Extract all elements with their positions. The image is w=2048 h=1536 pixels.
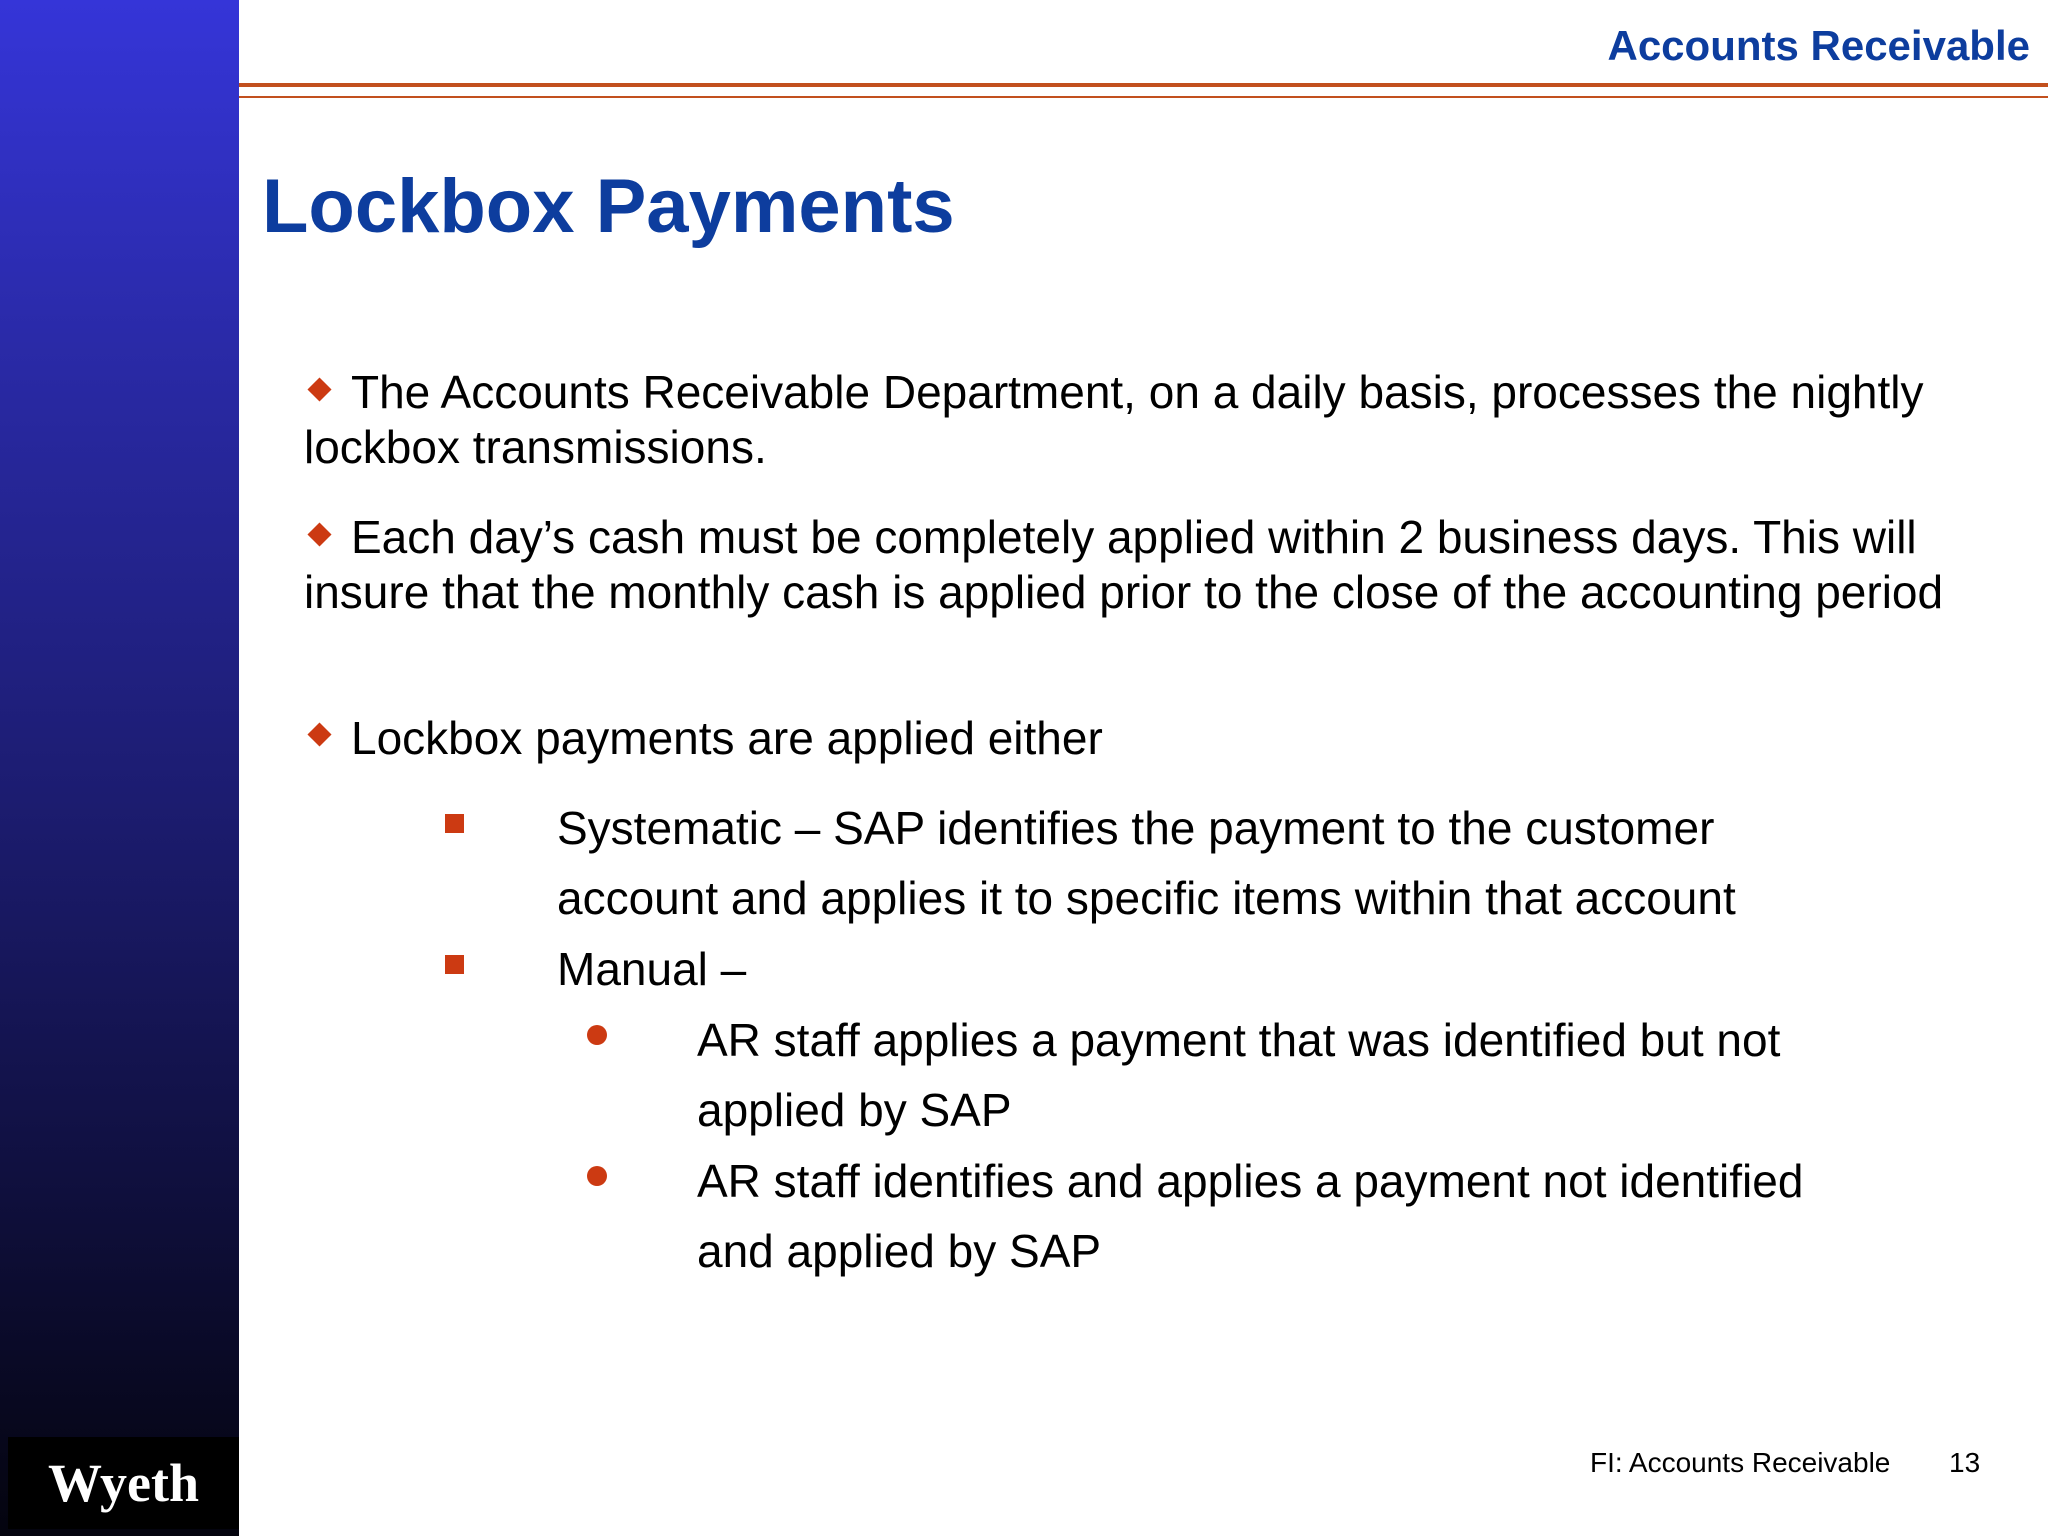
bullet-1-text: The Accounts Receivable Department, on a daily basis, processes the nightly lockbox transmissions.: [304, 366, 1924, 473]
bullet-2: [304, 510, 1984, 620]
sub-sub-item-1-line1: AR staff applies a payment that was identified but not: [697, 1014, 1781, 1066]
dot-bullet-icon: [587, 1025, 607, 1045]
sub-sub-item-2-line2: and applied by SAP: [697, 1225, 1102, 1277]
page-title: Lockbox Payments: [262, 164, 955, 249]
bullet-3-text: Lockbox payments are applied either: [351, 712, 1103, 764]
dot-bullet-icon: [587, 1166, 607, 1186]
section-title: Accounts Receivable: [1607, 22, 2030, 69]
square-bullet-icon: [445, 955, 464, 974]
logo-text: Wyeth: [48, 1453, 199, 1513]
square-bullet-icon: [445, 814, 464, 833]
bullet-2-text: Each day’s cash must be completely applied within 2 business days. This will insure that the monthly cash is applied prior to the close of the accounting period: [304, 511, 1944, 618]
sub-sub-item-2-line1: AR staff identifies and applies a payment not identified: [697, 1155, 1804, 1207]
sub-sub-item-1-line2: applied by SAP: [697, 1084, 1012, 1136]
sub-item-systematic-line2: account and applies it to specific items within that account: [557, 872, 1736, 924]
footer-label: FI: Accounts Receivable: [1590, 1447, 1891, 1478]
bullet-3: [304, 711, 1984, 766]
bullet-1: [304, 365, 1984, 475]
page-number: 13: [1949, 1447, 1981, 1478]
sub-item-systematic-line1: Systematic – SAP identifies the payment to the customer: [557, 802, 1715, 854]
sub-item-manual: Manual –: [557, 943, 747, 995]
